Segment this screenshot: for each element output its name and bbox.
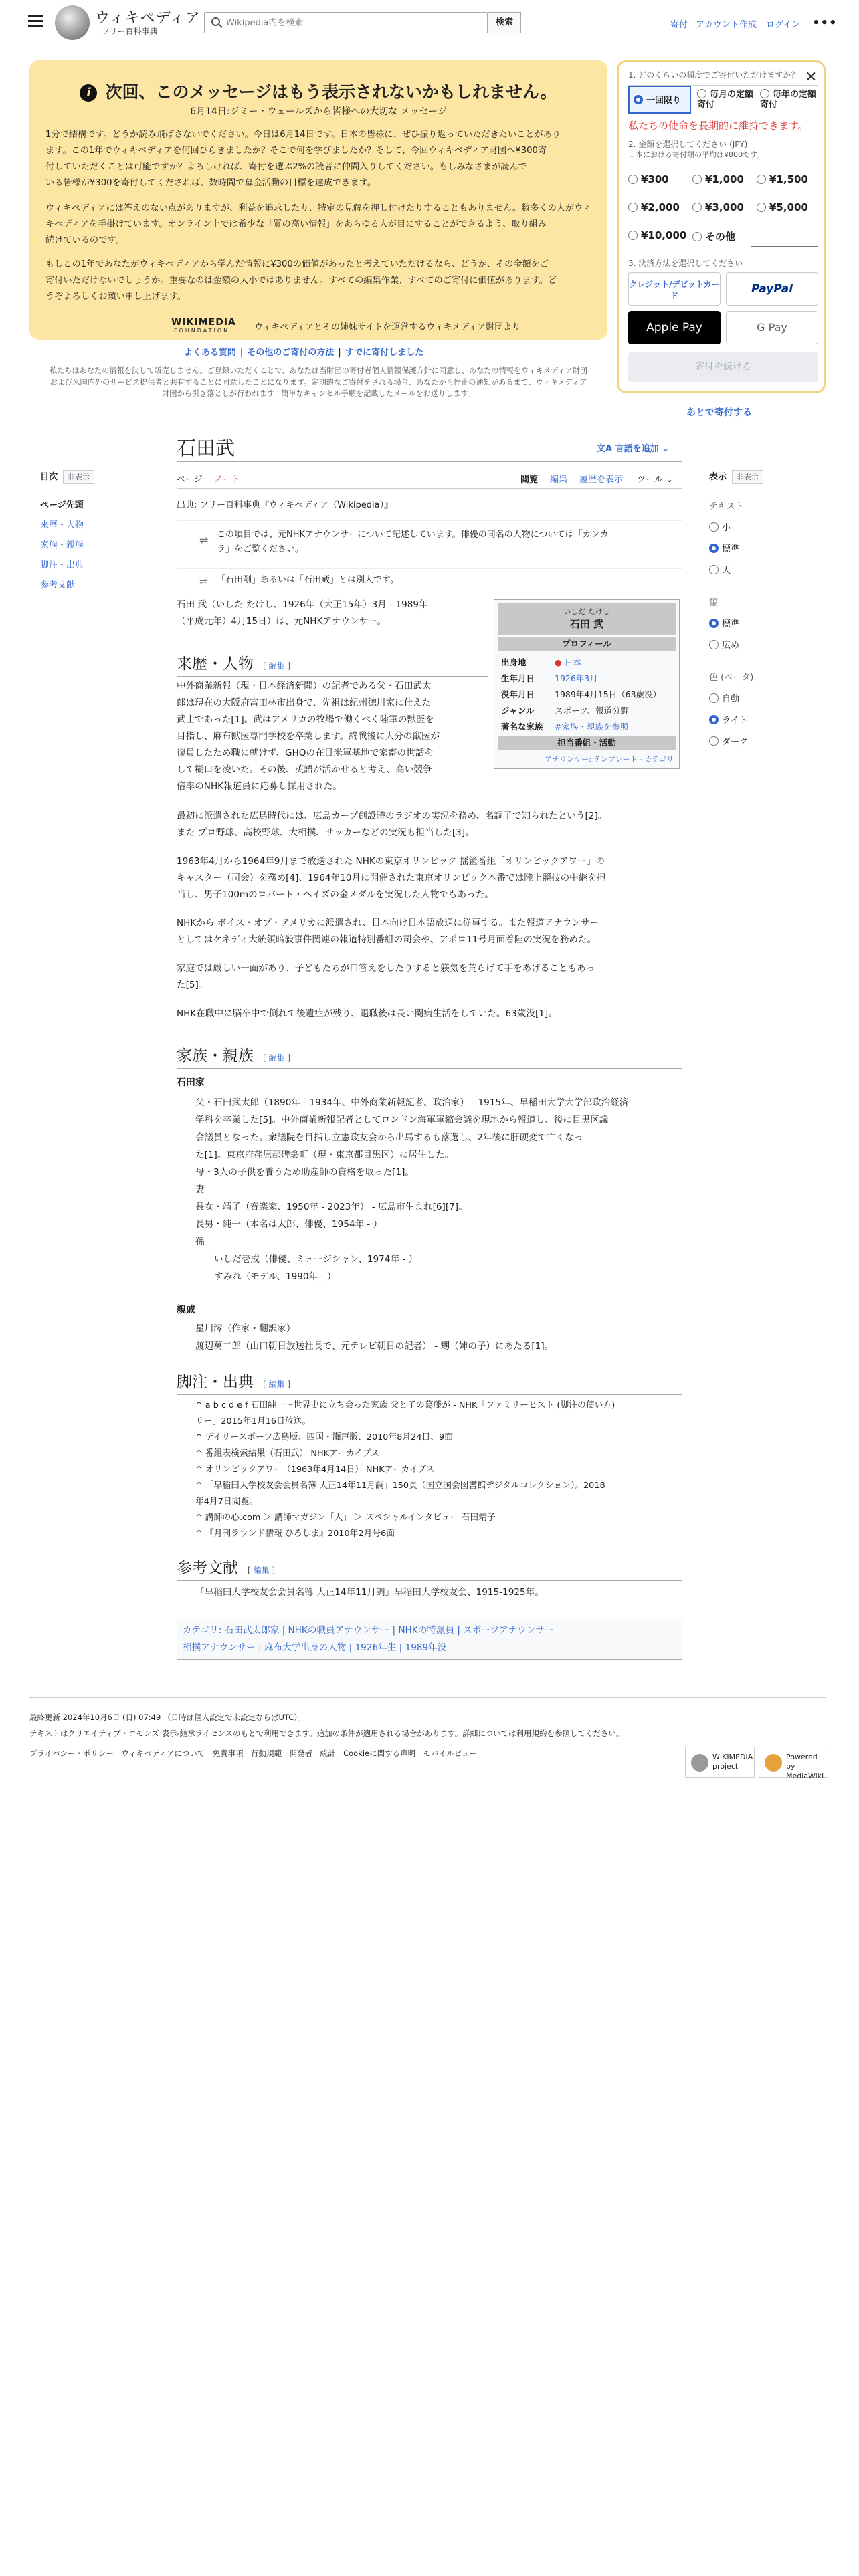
paypal-button[interactable]: PayPal xyxy=(726,272,818,306)
banner-subtitle: 6月14日:ジミー・ウェールズから皆様への大切な メッセージ xyxy=(190,106,447,117)
frequency-yearly[interactable]: 毎年の定額寄付 xyxy=(760,90,817,110)
career-paragraph-1: 中外商業新報（現・日本経済新聞）の記者である父・石田武太 郎は現在の大阪府富田林市出身で、先祖は紀州徳川家に仕えた 武士であった[1]。武はアメリカの牧場で働くべく陸軍の獣医を 目指し、麻布獣医専門学校を卒業します。終戦後に大分の獣医が 復員したため職に就けず、GHQの在日米軍基地で家畜の世話を して糊口を凌いだ。その後、英語が活かせると考え、高い競争 倍率のNHK報道員に応募し採用された。 xyxy=(177,681,440,792)
google-pay-button[interactable]: G Pay xyxy=(726,311,818,344)
toc-title: 目次 非表示 xyxy=(40,469,94,484)
infobox-profile-header: プロフィール xyxy=(498,637,676,651)
infobox-label: ジャンル xyxy=(501,706,535,716)
edit-section-link[interactable]: 編集 xyxy=(268,1380,285,1389)
footnote: ^ デイリースポーツ広島版、四国・瀬戸版、2010年8月24日、9面 xyxy=(195,1432,454,1442)
infobox-header: いしだ たけし 石田 武 xyxy=(498,603,676,635)
amount-5000[interactable]: ¥5,000 xyxy=(757,201,808,213)
amount-1500[interactable]: ¥1,500 xyxy=(757,173,808,185)
wikimedia-foundation-logo: WIKIMEDIA FOUNDATION xyxy=(171,317,236,334)
infobox-value[interactable]: 1926年3月 xyxy=(555,673,598,683)
license-text: テキストはクリエイティブ・コモンズ 表示-継承ライセンスのもとで利用できます。追加の条件が適用される場合があります。詳細については利用規約を参照してください。 xyxy=(29,1729,624,1738)
tab-edit[interactable]: 編集 xyxy=(550,475,568,485)
amount-3000[interactable]: ¥3,000 xyxy=(692,201,744,213)
tab-read[interactable]: 閲覧 xyxy=(520,475,539,485)
infobox-label: 著名な家族 xyxy=(501,722,543,732)
apple-pay-button[interactable]: Apple Pay xyxy=(628,311,721,344)
search-input[interactable] xyxy=(226,15,480,30)
section-heading-family: 家族・親族 [ 編集 ] xyxy=(177,1043,682,1069)
title-divider xyxy=(177,461,682,462)
color-heading: 色 (ベータ) xyxy=(709,673,754,683)
donate-link[interactable]: 寄付 xyxy=(670,20,688,30)
footnote: ^ 番組表検索結果（石田武） NHKアーカイブス xyxy=(195,1448,379,1459)
references-list xyxy=(177,1584,682,1601)
fundraising-banner xyxy=(29,60,607,340)
amount-300[interactable]: ¥300 xyxy=(628,173,669,185)
amount-question: 2. 金額を選択してください (JPY) xyxy=(628,140,748,149)
search-box xyxy=(204,12,488,33)
payment-question: 3. 決済方法を選択してください xyxy=(628,259,743,268)
site-header xyxy=(0,0,859,44)
section-heading-notes: 脚注・出典 [ 編集 ] xyxy=(177,1370,682,1395)
text-size-standard[interactable]: 標準 xyxy=(709,542,739,554)
edit-section-link[interactable]: 編集 xyxy=(268,1053,285,1063)
list-item: いしだ壱成（俳優、ミュージシャン、1974年 - ） xyxy=(214,1254,418,1265)
last-modified: 最終更新 2024年10月6日 (日) 07:49 （日時は個人設定で未設定ならばUTC）。 xyxy=(29,1713,306,1722)
faq-link[interactable]: よくある質問 xyxy=(183,348,236,358)
amount-10000[interactable]: ¥10,000 xyxy=(628,229,686,241)
text-size-large[interactable]: 大 xyxy=(709,563,731,576)
wikipedia-globe-logo[interactable] xyxy=(55,5,90,40)
mediawiki-icon xyxy=(765,1754,782,1772)
infobox-value[interactable]: #家族・親族を参照 xyxy=(555,722,629,732)
other-ways-link[interactable]: その他のご寄付の方法 xyxy=(247,348,335,358)
japan-flag-icon: ● xyxy=(555,657,565,667)
amount-hint: 日本における寄付額の平均は¥800です。 xyxy=(628,150,765,159)
list-item: 渡辺萬二郎（山口朝日放送社長で、元テレビ朝日の記者） - 甥（姉の子）にあたる[1]。 xyxy=(195,1341,554,1352)
toc-item-notes[interactable]: 脚注・出典 xyxy=(40,560,84,570)
continue-donate-button[interactable]: 寄付を続ける xyxy=(628,352,818,382)
banner-paragraph-2: ウィキペディアには答えのない点がありますが、利益を追求したり、特定の見解を押し付けたりすることもありません。数多くの人がウィ キペディアを手掛けています。オンライン上では希少な「質の高い情報」をあらゆる人が目にすることができるよう、取り組み 続けているのです。 xyxy=(45,203,591,245)
privacy-notice-3: 財団から引き落としが行われます。簡単なキャンセル手順を記載したメールをお送りします。 xyxy=(162,389,475,398)
translate-icon: 文A xyxy=(597,444,615,454)
amount-other[interactable]: その他 xyxy=(692,229,735,243)
source-line: 出典: フリー百科事典『ウィキペディア（Wikipedia）』 xyxy=(177,500,393,510)
footnotes-list: ^ a b c d e f 石田純一～世界史に立ち会った家族 父と子の葛藤が - NHK「ファミリーヒスト (脚注の使い方) リー」2015年1月16日放送。 ^ デイリースポーツ広島版、四国・瀬戸版、2010年8月24日、9面 ^ 番組表検索結果（石田武） NHKアーカイブス ^ オリンピックアワー（1963年4月14日） NHKアーカイブス ^ 「早稲田大学校友会会員名簿 大正14年11月調」150頁（国立国会図書館デジタルコレクション）。2018 年4月7日閲覧。 ^ 講師の心.com ＞ 講師マガジン「人」 ＞ スペシャルインタビュー 石田靖子 ^ 『月刊ラウンド情報 ひろしま』2010年2月号6面 xyxy=(177,1398,682,1542)
radio-icon xyxy=(634,95,643,104)
logo-title[interactable]: ウィキペディア xyxy=(95,10,201,27)
frequency-question: 1. どのくらいの頻度でご寄付いただけますか？ xyxy=(628,70,799,80)
appearance-hide-button[interactable]: 非表示 xyxy=(732,470,763,484)
width-standard[interactable]: 標準 xyxy=(709,617,739,629)
info-icon: i xyxy=(80,84,97,102)
banner-links: よくある質問 | その他のご寄付の方法 | すでに寄付しました xyxy=(183,348,424,358)
footnote: ^ オリンピックアワー（1963年4月14日） NHKアーカイブス xyxy=(195,1465,435,1475)
edit-section-link[interactable]: 編集 xyxy=(253,1566,270,1575)
banner-paragraph-3: もしこの1年であなたがウィキペディアから学んだ情報に¥300の価値があったと考えていただけるなら、どうか、その金額をご 寄付いただけないでしょうか。重要なのは金額の大小ではありません。すべての編集作業、すべてのご寄付に価値があります。ど うぞよろしくお願い申し上げます。 xyxy=(45,259,557,302)
color-light[interactable]: ライト xyxy=(709,713,748,726)
category-links[interactable]: カテゴリ: 石田武太郎家 | NHKの職員アナウンサー | NHKの特派員 | スポーツアナウンサー xyxy=(183,1625,554,1636)
edit-section-link[interactable]: 編集 xyxy=(268,661,285,671)
footer-links[interactable]: プライバシー・ポリシー ウィキペディアについて 免責事項 行動規範 開発者 統計 Cookieに関する声明 モバイルビュー xyxy=(29,1749,478,1758)
appearance-title: 表示 非表示 xyxy=(709,469,763,484)
card-button[interactable]: クレジット/デビットカード xyxy=(628,272,721,306)
career-paragraph-4: NHKから ボイス・オブ・アメリカに派遣され、日本向け日本語放送に従事する。また報道アナウンサー としてはケネディ大統領暗殺事件関連の報道特別番組の司会や、アポロ11号月面着陸の実況を務めた。 xyxy=(177,918,599,945)
footnote: ^ 「早稲田大学校友会会員名簿 大正14年11月調」150頁（国立国会図書館デジタルコレクション）。2018 xyxy=(195,1481,605,1491)
infobox xyxy=(494,599,680,769)
career-paragraph-5: 家庭では厳しい一面があり、子どもたちが口答えをしたりすると躾気を荒らげて手をあげることもあっ た[5]。 xyxy=(177,963,595,990)
radio-icon xyxy=(697,89,706,98)
career-paragraph-2: 最初に派遣された広島時代には、広島カープ創設時のラジオの実況を務め、名調子で知られたという[2]。 また プロ野球、高校野球、大相撲、サッカーなどの実況も担当した[3]。 xyxy=(177,811,607,838)
infobox-template-links[interactable]: アナウンサー: テンプレート - カテゴリ xyxy=(545,755,674,764)
tab-history[interactable]: 履歴を表示 xyxy=(579,475,624,485)
text-size-heading: テキスト xyxy=(709,502,744,512)
privacy-notice-1: 私たちはあなたの情報を決して販売しません。ご登録いただくことで、あなたは当財団の寄付者個人情報保護方針に同意し、あなたの情報をウィキメディア財団 xyxy=(49,366,588,375)
distinguish-icon: ⇌ xyxy=(199,576,207,587)
color-dark[interactable]: ダーク xyxy=(709,734,748,747)
toc-item-career[interactable]: 来歴・人物 xyxy=(40,520,84,530)
hatnote-2: ⇌ 「石田剛」あるいは「石田蔵」とは別人です。 xyxy=(177,568,682,593)
infobox-label: 没年月日 xyxy=(501,689,535,700)
infobox-value: スポーツ、報道分野 xyxy=(555,706,630,716)
list-item: 妻 xyxy=(195,1184,205,1195)
family-list: 父・石田武太郎（1890年 - 1934年、中外商業新報記者、政治家） - 1915年、早稲田大学大学部政治経済 学科を卒業した[5]。中外商業新報記者としてロンドン海軍軍縮会議を現地から報道し、後に目黒区議 会議員となった。衆議院を目指し立憲政友会から出馬するも落選し、2年後に肝硬変で亡くなっ た[1]。東京府荏原郡碑衾町（現・東京都目黒区）に居住した。 母・3人の子供を養うため助産師の資格を取った[1]。 妻 長女・靖子（音楽家、1950年 - 2023年） - 広島市生まれ[6][7]。 長男・純一（本名は太郎、俳優、1954年 - ） 孫 いしだ壱成（俳優、ミュージシャン、1974年 - ） すみれ（モデル、1990年 - ） xyxy=(177,1094,682,1285)
footnote: ^ a b c d e f 石田純一～世界史に立ち会った家族 父と子の葛藤が - NHK「ファミリーヒスト (脚注の使い方) xyxy=(195,1400,615,1410)
color-auto[interactable]: 自動 xyxy=(709,691,739,704)
infobox-label: 出身地 xyxy=(501,657,527,667)
tab-talk[interactable]: ノート xyxy=(214,475,240,485)
list-item: 母・3人の子供を養うため助産師の資格を取った[1]。 xyxy=(195,1167,414,1178)
toc-hide-button[interactable]: 非表示 xyxy=(63,470,94,484)
amount-2000[interactable]: ¥2,000 xyxy=(628,201,680,213)
list-item: 長男・純一（本名は太郎、俳優、1954年 - ） xyxy=(195,1219,383,1230)
footer-divider xyxy=(29,1697,826,1698)
banner-title: i 次回、このメッセージはもう表示されないかもしれません。 xyxy=(29,79,607,103)
add-language-button[interactable]: 文A 言語を追加 ⌄ xyxy=(597,444,670,454)
family-subheading: 石田家 xyxy=(177,1077,205,1088)
wikimedia-project-badge[interactable]: WIKIMEDIA project xyxy=(685,1747,755,1778)
toc-item-family[interactable]: 家族・親族 xyxy=(40,540,84,550)
search-icon xyxy=(211,17,220,26)
list-item: 父・石田武太郎（1890年 - 1934年、中外商業新報記者、政治家） - 1915年、早稲田大学大学部政治経済 xyxy=(195,1097,629,1108)
logo-subtitle: フリー百科事典 xyxy=(102,27,158,36)
page-title: 石田武 xyxy=(177,437,235,459)
list-item: 「早稲田大学校友会会員名簿 大正14年11月調」早稲田大学校友会、1915-1925年。 xyxy=(195,1587,544,1598)
list-item: 孫 xyxy=(195,1237,205,1247)
infobox-value[interactable]: ● 日本 xyxy=(555,657,581,667)
privacy-notice-2: および米国内外のサービス提供者と共有することに同意したことになります。定期的なご寄付をされる場合、あなたから停止の通知があるまで、ウィキメディア xyxy=(50,378,587,387)
list-item: すみれ（モデル、1990年 - ） xyxy=(214,1271,337,1282)
category-box xyxy=(177,1620,682,1660)
banner-paragraph-1: 1分で結構です。どうか読み飛ばさないでください。今日は6月14日です。日本の皆様に、ぜひ振り返っていただきたいことがあり ます。この1年でウィキペディアを何回ひらきましたか？そこで何を学びましたか？そして、今回ウィキペディア財団へ¥300寄 付していただくことは可能ですか？よろしければ、寄付を選ぶ2%の読者に仲間入りしてください。もしみなさまが読んで いる皆様が¥300を寄付してくだされば、数時間で募金活動の目標を達成できます。 xyxy=(45,130,561,188)
banner-signature: ウィキペディアとその姉妹サイトを運営するウィキメディア財団より xyxy=(254,322,521,332)
other-amount-input[interactable] xyxy=(751,232,818,247)
frequency-selector xyxy=(628,85,818,114)
close-icon[interactable]: ✕ xyxy=(805,69,818,86)
remind-later-link[interactable]: あとで寄付する xyxy=(686,407,752,418)
list-item: 長女・靖子（音楽家、1950年 - 2023年） - 広島市生まれ[6][7]。 xyxy=(195,1202,468,1212)
section-heading-career: 来歴・人物 [ 編集 ] xyxy=(177,651,488,677)
already-donated-link[interactable]: すでに寄付しました xyxy=(345,348,424,358)
amount-1000[interactable]: ¥1,000 xyxy=(692,173,744,185)
search-button[interactable]: 検索 xyxy=(488,12,521,33)
infobox-programs-header: 担当番組・活動 xyxy=(498,736,676,750)
main-menu-icon[interactable] xyxy=(28,15,43,27)
career-paragraph-3: 1963年4月から1964年9月まで放送された NHKの東京オリンピック 揺籃番組「オリンピックアワー」の キャスター（司会）を務め[4]、1964年10月に開催された東京オリンピック本番では陸上競技の中継を担 当し、男子100mのロバート・ヘイズの金メダルを実況した人物でもあった。 xyxy=(177,856,606,900)
toc-item-top[interactable]: ページ先頭 xyxy=(40,500,84,510)
toc-item-references[interactable]: 参考文献 xyxy=(40,580,76,591)
more-options-icon[interactable]: ••• xyxy=(812,16,838,30)
text-size-small[interactable]: 小 xyxy=(709,520,731,533)
frequency-monthly[interactable]: 毎月の定額寄付 xyxy=(697,90,754,110)
width-heading: 幅 xyxy=(709,598,719,608)
footnote: ^ 講師の心.com ＞ 講師マガジン「人」 ＞ スペシャルインタビュー 石田靖子 xyxy=(195,1513,496,1523)
list-item: 星川澪（作家・翻訳家） xyxy=(195,1323,296,1334)
wikimedia-icon xyxy=(691,1754,708,1772)
career-paragraph-6: NHK在職中に脳卒中で倒れて後遺症が残り、退職後は長い闘病生活をしていた。63歳没[1]。 xyxy=(177,1008,557,1019)
infobox-value: 1989年4月15日（63歳没） xyxy=(555,689,662,700)
lead-paragraph: 石田 武（いした たけし、1926年（大正15年）3月 - 1989年 （平成元年）4月15日）は、元NHKアナウンサー。 xyxy=(177,599,428,627)
tab-tools[interactable]: ツール ⌄ xyxy=(637,475,673,485)
tab-page[interactable]: ページ xyxy=(177,475,203,485)
login-link[interactable]: ログイン xyxy=(766,20,801,30)
frequency-message: 私たちの使命を長期的に維持できます。 xyxy=(628,120,808,132)
frequency-once[interactable]: 一回限り xyxy=(628,86,691,114)
radio-icon xyxy=(760,89,769,98)
create-account-link[interactable]: アカウント作成 xyxy=(696,20,757,30)
relatives-list xyxy=(177,1320,682,1355)
donation-form xyxy=(617,60,826,393)
disambiguation-icon: ⇌ xyxy=(199,534,209,546)
width-wide[interactable]: 広め xyxy=(709,638,739,651)
infobox-label: 生年月日 xyxy=(501,673,535,683)
tabs-divider xyxy=(177,488,682,489)
hatnote-1: ⇌ この項目では、元NHKアナウンサーについて記述しています。俳優の同名の人物については「カンカ ラ」をご覧ください。 xyxy=(177,520,682,562)
powered-by-mediawiki-badge[interactable]: Powered by MediaWiki xyxy=(759,1747,828,1778)
section-heading-references: 参考文献 [ 編集 ] xyxy=(177,1555,682,1581)
footnote: ^ 『月刊ラウンド情報 ひろしま』2010年2月号6面 xyxy=(195,1529,395,1539)
relatives-subheading: 親戚 xyxy=(177,1305,195,1315)
category-links[interactable]: 相撲アナウンサー | 麻布大学出身の人物 | 1926年生 | 1989年没 xyxy=(183,1642,447,1653)
